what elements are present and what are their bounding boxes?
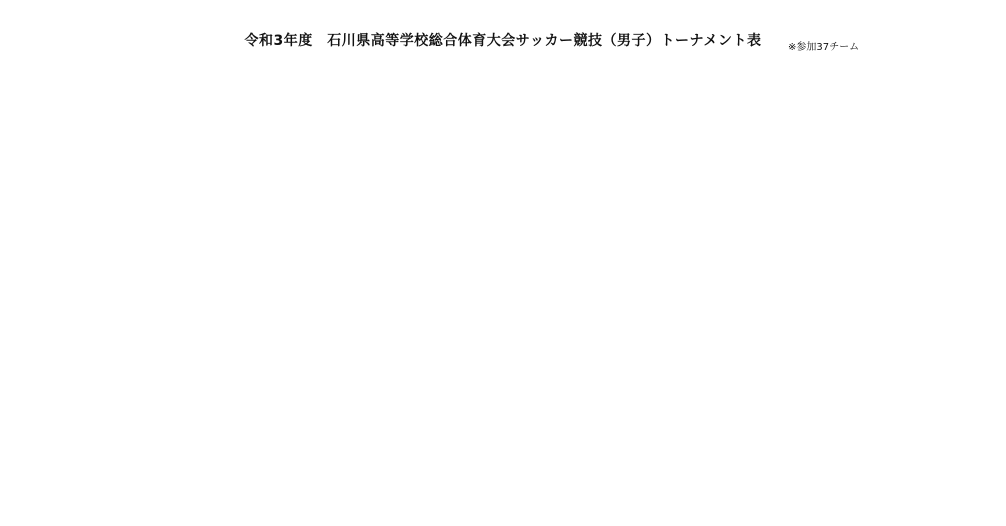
participant-note: ※参加37チーム [788,42,860,53]
page-title: 令和3年度 石川県高等学校総合体育大会サッカー競技（男子）トーナメント表 [244,33,762,49]
